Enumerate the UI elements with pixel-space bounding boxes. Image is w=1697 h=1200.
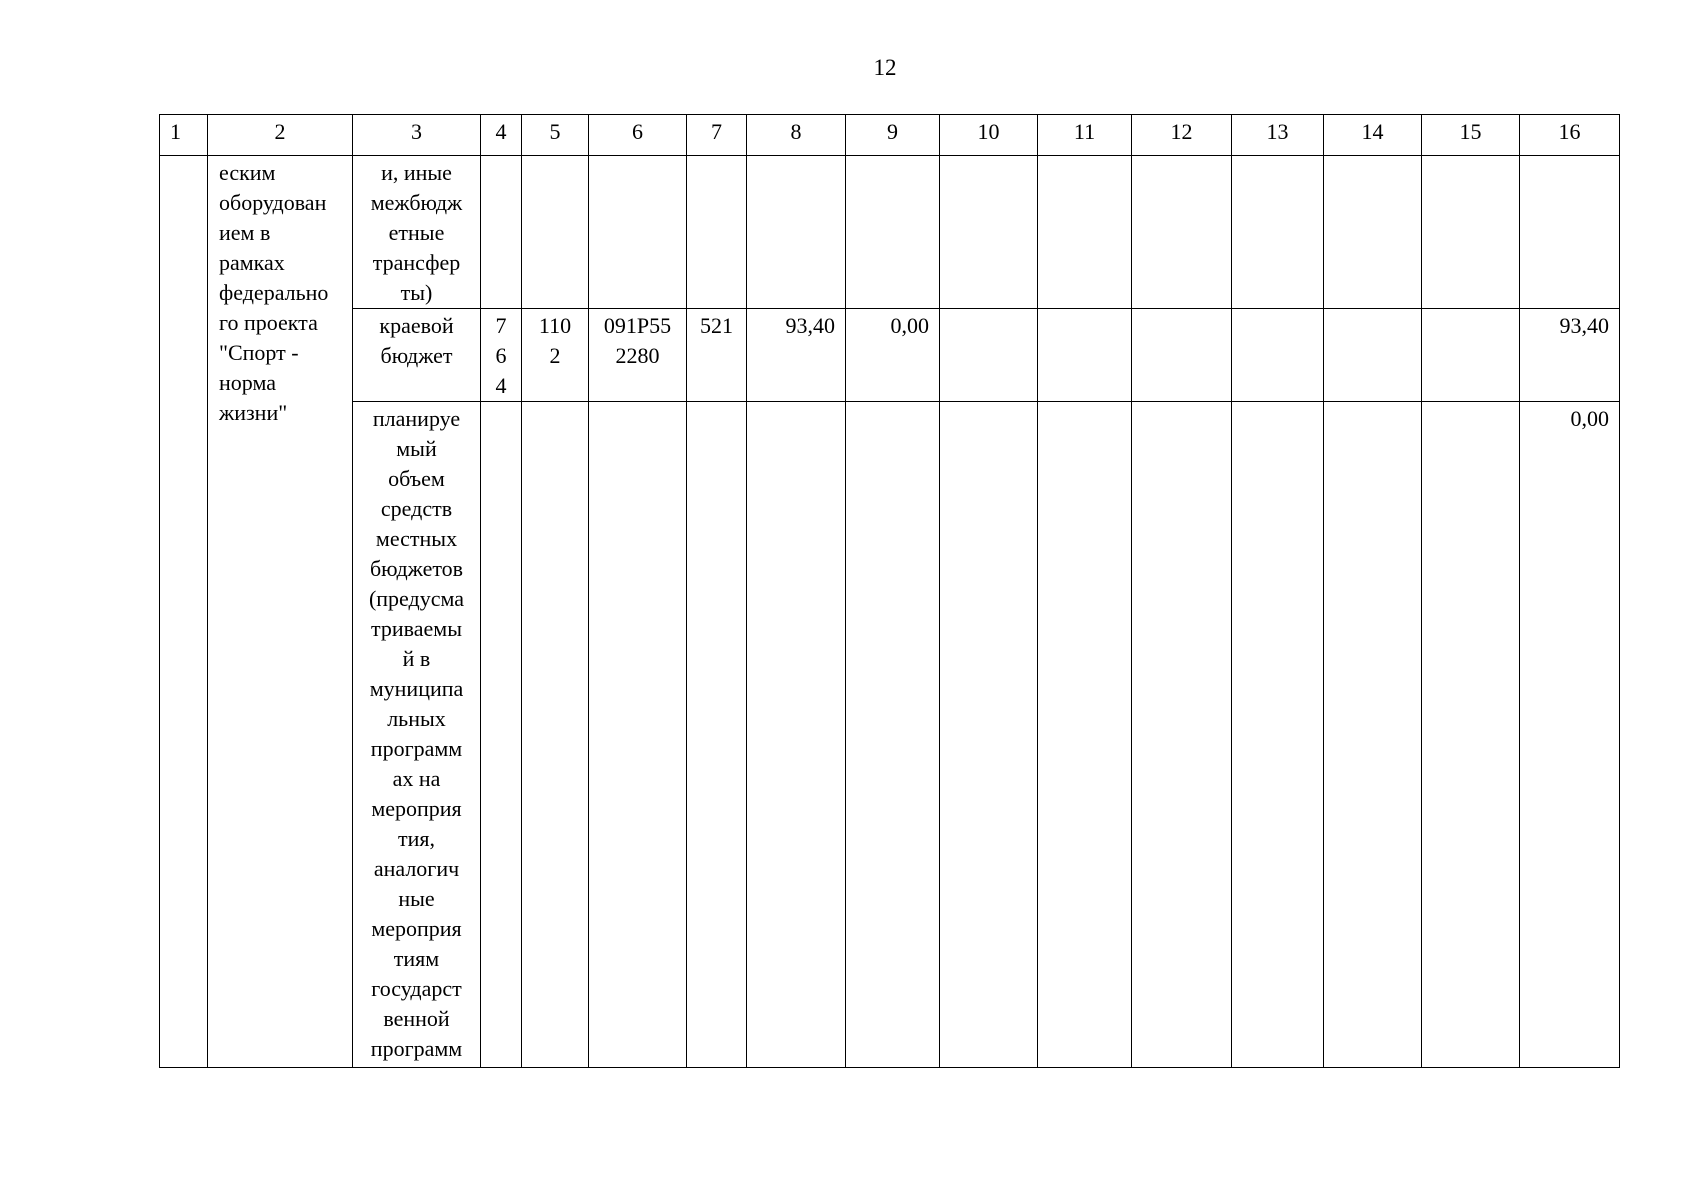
header-cell-15: 15 [1422,115,1520,156]
header-cell-1: 1 [160,115,208,156]
header-cell-10: 10 [940,115,1038,156]
grbs-cell [481,402,522,1068]
header-cell-11: 11 [1038,115,1132,156]
row-number-cell [160,156,208,1068]
header-cell-4: 4 [481,115,522,156]
total-cell [1520,156,1620,309]
grbs-cell [481,156,522,309]
header-cell-8: 8 [747,115,846,156]
value-cell [940,309,1038,402]
header-cell-2: 2 [208,115,353,156]
header-cell-5: 5 [522,115,589,156]
header-cell-13: 13 [1232,115,1324,156]
budget-table [159,114,1620,1068]
header-cell-3: 3 [353,115,481,156]
value-cell [1038,156,1132,309]
funding-source-cell: и, иные межбюдж етные трансфер ты) [353,156,481,309]
value-cell [1132,402,1232,1068]
value-cell [747,402,846,1068]
csr-cell [589,402,687,1068]
value-cell [1422,156,1520,309]
value-cell [1038,309,1132,402]
header-row [160,115,1620,156]
header-cell-14: 14 [1324,115,1422,156]
value-cell [940,402,1038,1068]
csr-cell: 091P55 2280 [589,309,687,402]
vr-cell [687,402,747,1068]
table-row [160,309,1620,402]
value-cell [1324,309,1422,402]
rzpr-cell: 110 2 [522,309,589,402]
value-cell [1422,402,1520,1068]
funding-source-cell: планируе мый объем средств местных бюджетов (предусма триваемы й в муниципа льных программ ах на мероприя тия, аналогич ные мероприя тиям государст венной программ [353,402,481,1068]
value-cell [1132,309,1232,402]
table-row [160,156,1620,309]
rzpr-cell [522,402,589,1068]
value-cell [1232,309,1324,402]
header-cell-12: 12 [1132,115,1232,156]
vr-cell [687,156,747,309]
value-cell [1038,402,1132,1068]
event-name-cell: еским оборудован ием в рамках федерально го проекта "Спорт - норма жизни" [208,156,353,1068]
value-cell: 93,40 [747,309,846,402]
value-cell [1132,156,1232,309]
value-cell [940,156,1038,309]
value-cell [747,156,846,309]
table-row [160,402,1620,1068]
value-cell [1324,156,1422,309]
header-cell-7: 7 [687,115,747,156]
value-cell [1324,402,1422,1068]
total-cell: 93,40 [1520,309,1620,402]
header-cell-16: 16 [1520,115,1620,156]
vr-cell: 521 [687,309,747,402]
header-cell-6: 6 [589,115,687,156]
csr-cell [589,156,687,309]
total-cell: 0,00 [1520,402,1620,1068]
value-cell [846,402,940,1068]
rzpr-cell [522,156,589,309]
value-cell [1232,156,1324,309]
page-number: 12 [873,55,897,80]
grbs-cell: 7 6 4 [481,309,522,402]
value-cell [1232,402,1324,1068]
value-cell [1422,309,1520,402]
value-cell: 0,00 [846,309,940,402]
value-cell [846,156,940,309]
funding-source-cell: краевой бюджет [353,309,481,402]
header-cell-9: 9 [846,115,940,156]
